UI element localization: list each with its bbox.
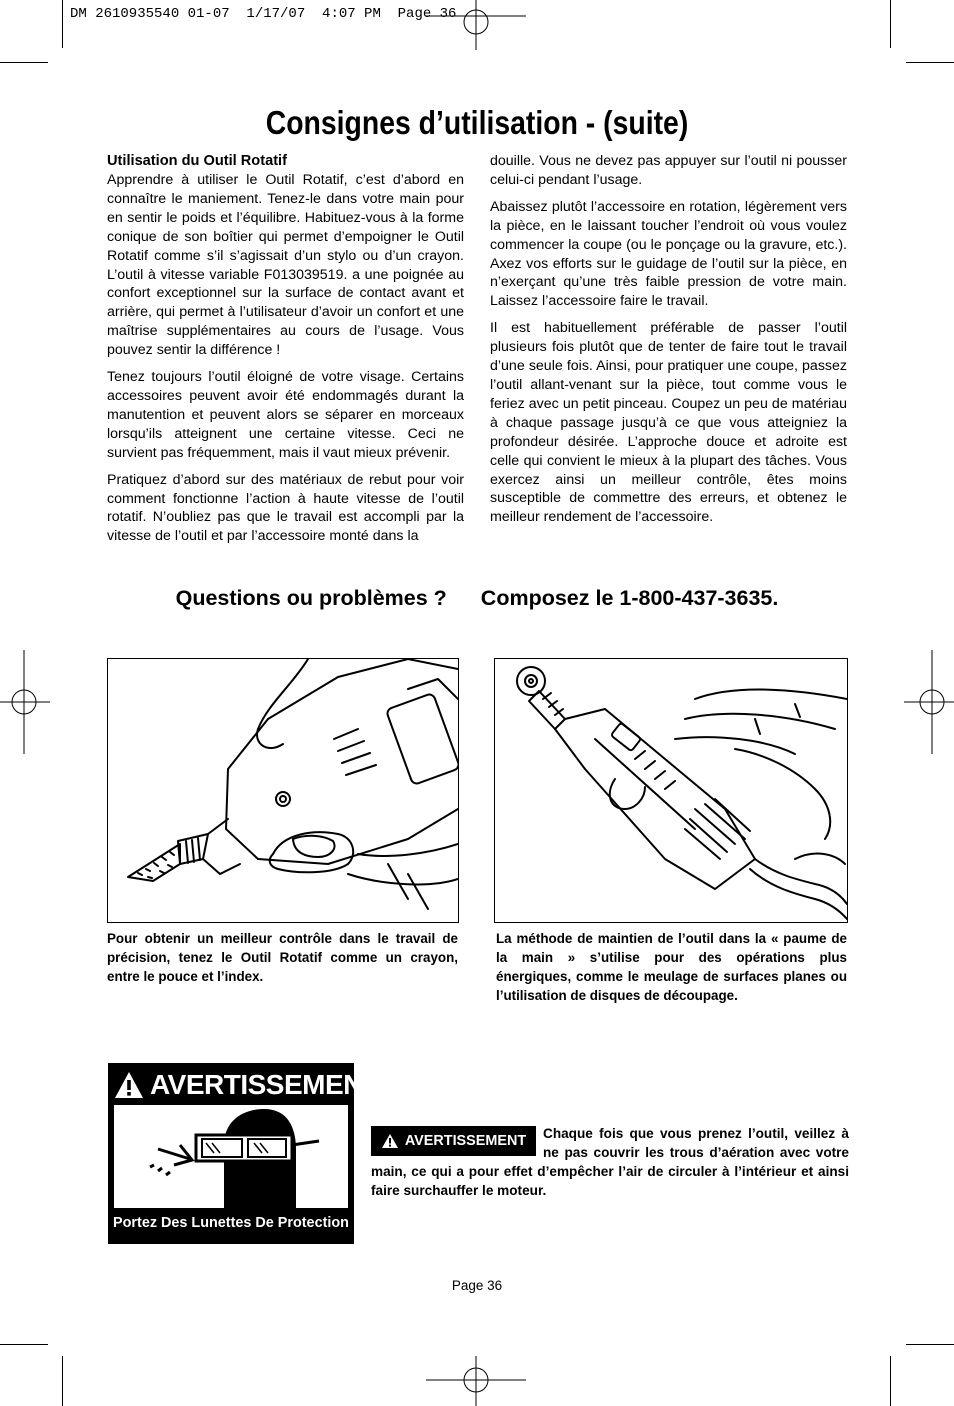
right-text-column <box>490 152 847 535</box>
registration-mark-icon <box>0 650 50 754</box>
figure-caption-right: La méthode de maintien de l’outil dans la « paume de la main » s’utilise pour des opérations plus énergiques, comme le meulage de surfaces planes ou l’utilisation de disques de découpage. <box>496 931 847 1003</box>
crop-mark <box>62 0 63 48</box>
help-question: Questions ou problèmes ? <box>175 586 447 610</box>
crop-mark <box>906 62 954 63</box>
warning-badge-label: AVERTISSEMENT <box>404 1133 527 1149</box>
help-phone-line <box>0 586 954 611</box>
registration-mark-icon <box>904 650 954 754</box>
help-phone-number: Composez le 1-800-437-3635. <box>480 586 779 610</box>
safety-warning-box <box>108 1063 380 1244</box>
warning-notice-text <box>371 1124 849 1200</box>
crop-mark <box>0 62 48 63</box>
crop-mark <box>890 1356 891 1406</box>
print-slug: DM 2610935540 01-07 1/17/07 4:07 PM Page 36 <box>70 6 457 22</box>
safety-glasses-icon <box>114 1105 348 1208</box>
paragraph: Tenez toujours l’outil éloigné de votre visage. Certains accessoires peuvent avoir été endommagés durant la manutention et peuvent alors se séparer en morceaux lorsqu’ils atteignent une certaine vitesse. Ceci ne survient pas fréquemment, mais il vaut mieux prévenir. <box>107 369 464 461</box>
paragraph: Pratiquez d’abord sur des matériaux de rebut pour voir comment fonctionne l’action à haute vitesse de l’outil rotatif. N’oubliez pas que le travail est accompli par la vitesse de l’outil et par l’accessoire monté dans la <box>107 471 464 545</box>
page-number: Page 36 <box>451 1278 503 1293</box>
pencil-grip-illustration-icon <box>108 659 458 922</box>
crop-mark <box>906 1344 954 1345</box>
crop-mark <box>890 0 891 48</box>
warning-header-label: AVERTISSEMENT <box>150 1069 380 1100</box>
section-heading: Utilisation du Outil Rotatif <box>107 153 287 169</box>
paragraph: Il est habituellement préférable de passer l’outil plusieurs fois plutôt que de tenter de faire tout le travail d’une seule fois. Ainsi, pour pratiquer une coupe, passez l’outil allant-venant sur la pièce, tout comme vous le feriez avec un petit pinceau. Coupez un peu de matériau à chaque passage jusqu’à ce que vous atteigniez la profondeur désirée. L’approche douce et adroite est celle qui convient le mieux à la plupart des tâches. Vous exercez ainsi un meilleur contrôle, êtes moins susceptible de commettre des erreurs, et obtenez le meilleur rendement de l’accessoire. <box>490 320 847 526</box>
paragraph: Apprendre à utiliser le Outil Rotatif, c’est d’abord en connaître le maniement. Tenez-le dans votre main pour en sentir le poids et l’équilibre. Habituez-vous à la forme conique de son boîtier qui permet d’empoigner le Outil Rotatif comme s’il s’agissait d’un stylo ou d’un crayon. L’outil à vitesse variable F013039519. a une poignée au confort exceptionnel sur la surface de contact avant et arrière, qui permet à l’utilisateur d’avoir un confort et une maîtrise supplémentaires au cours de l’usage. Vous pouvez sentir la différence ! <box>107 172 464 359</box>
palm-grip-illustration-icon <box>495 659 847 922</box>
warning-footer: Portez Des Lunettes De Protection <box>113 1215 349 1231</box>
registration-mark-icon <box>426 0 526 52</box>
figure-palm-grip <box>494 658 848 923</box>
page-title: Consignes d’utilisation - (suite) <box>265 104 689 141</box>
crop-mark <box>62 1356 63 1406</box>
warning-triangle-icon <box>114 1071 144 1099</box>
warning-header <box>114 1067 379 1103</box>
left-text-column <box>107 152 464 554</box>
paragraph: douille. Vous ne devez pas appuyer sur l’outil ni pousser celui-ci pendant l’usage. <box>490 153 847 188</box>
safety-glasses-pictogram <box>114 1105 348 1208</box>
figure-caption-left: Pour obtenir un meilleur contrôle dans le travail de précision, tenez le Outil Rotatif comme un crayon, entre le pouce et l’index. <box>107 931 458 984</box>
crop-mark <box>0 1344 48 1345</box>
warning-notice-body: Chaque fois que vous prenez l’outil, veillez à ne pas couvrir les trous d’aération avec votre main, ce qui a pour effet d’empêcher l’air de circuler à l’intérieur et ainsi faire surchauffer le moteur. <box>371 1126 849 1198</box>
registration-mark-icon <box>426 1354 526 1406</box>
figure-pencil-grip <box>107 658 459 923</box>
paragraph: Abaissez plutôt l’accessoire en rotation, légèrement vers la pièce, en le laissant toucher l’endroit où vous voulez commencer la coupe (ou le ponçage ou la gravure, etc.). Axez vos efforts sur le guidage de l’outil sur la pièce, en n’exerçant qu’une très faible pression de votre main. Laissez l’accessoire faire le travail. <box>490 198 847 310</box>
